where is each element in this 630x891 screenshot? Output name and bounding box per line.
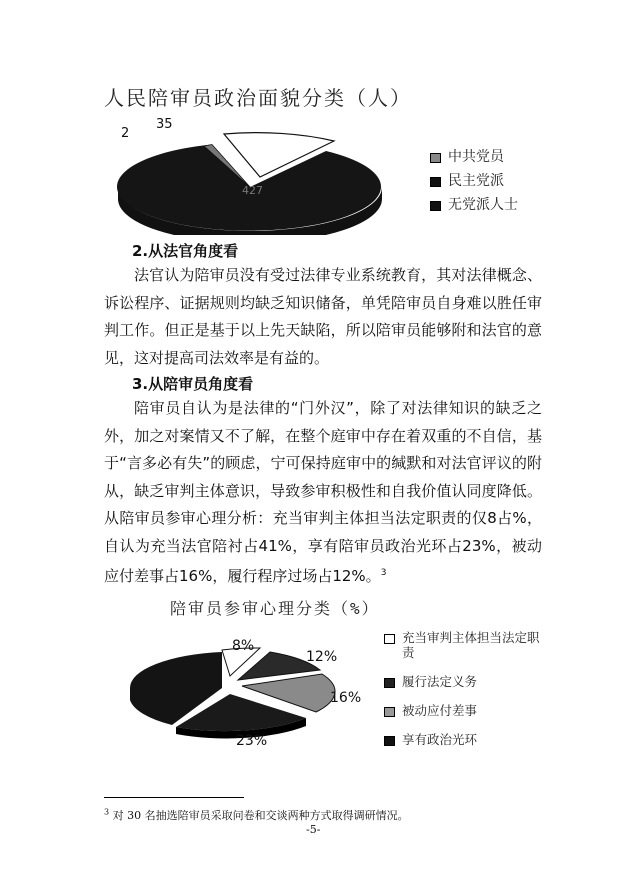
section2-heading: 2.从法官角度看	[132, 242, 239, 260]
footnote	[104, 807, 409, 823]
chart1-label-35: 35	[156, 117, 173, 132]
chart2-label-23: 23%	[236, 733, 268, 749]
chart2-label-16: 16%	[330, 690, 362, 706]
chart1-label-427: 427	[242, 184, 263, 197]
legend-item-communist: 中共党员	[430, 145, 518, 169]
chart2-label-8: 8%	[232, 638, 255, 654]
legend-item-judge-role: 充当审判主体担当法定职责	[384, 630, 547, 660]
footnote-ref: 3	[380, 568, 387, 578]
legend-swatch	[384, 678, 395, 688]
chart1-title: 人民陪审员政治面貌分类（人）	[104, 86, 412, 110]
chart2-slice-dark	[130, 652, 222, 688]
chart2-legend	[384, 630, 547, 761]
section3-paragraph: 陪审员自认为是法律的“门外汉”，除了对法律知识的缺乏之外，加之对案情又不了解，在整个庭审中存在着双重的不自信，基于“言多必有失”的顾虑，宁可保持庭审中的缄默和对法官评议的附从，缺乏审判主体意识，导致参审积极性和自我价值认同度降低。从陪审员参审心理分析：充当审判主体担当法定职责的仅8占%，自认为充当法官陪衬占41%，享有陪审员政治光环占23%，被动应付差事占16%，履行程序过场占12%。$^3$	[104, 399, 542, 585]
chart1-pie	[100, 115, 410, 235]
legend-item-political-halo: 享有政治光环	[384, 732, 547, 747]
legend-item-passive: 被动应付差事	[384, 703, 547, 718]
legend-swatch	[430, 177, 441, 187]
chart2-title: 陪审员参审心理分类（%）	[170, 599, 380, 618]
footnote-text: 对 30 名抽选陪审员采取问卷和交谈两种方式取得调研情况。	[112, 809, 409, 822]
footnote-rule	[104, 797, 244, 798]
legend-swatch	[430, 201, 441, 211]
legend-swatch	[430, 153, 441, 163]
section3-heading: 3.从陪审员角度看	[132, 375, 254, 393]
chart2-label-12: 12%	[306, 649, 338, 665]
legend-swatch	[384, 736, 395, 746]
legend-item-nonparty: 无党派人士	[430, 193, 518, 217]
page-number: -5-	[306, 823, 321, 836]
legend-item-democratic: 民主党派	[430, 169, 518, 193]
legend-swatch	[384, 707, 395, 717]
chart1-legend	[430, 145, 518, 217]
footnote-mark: 3	[104, 807, 110, 817]
section2-paragraph: 法官认为陪审员没有受过法律专业系统教育，其对法律概念、诉讼程序、证据规则均缺乏知识储备，单凭陪审员自身难以胜任审判工作。但正是基于以上先天缺陷，所以陪审员能够附和法官的意见，这对提高司法效率是有益的。	[104, 266, 542, 367]
legend-swatch	[384, 634, 395, 644]
chart1-label-2: 2	[121, 126, 130, 141]
legend-item-legal-duty: 履行法定义务	[384, 674, 547, 689]
